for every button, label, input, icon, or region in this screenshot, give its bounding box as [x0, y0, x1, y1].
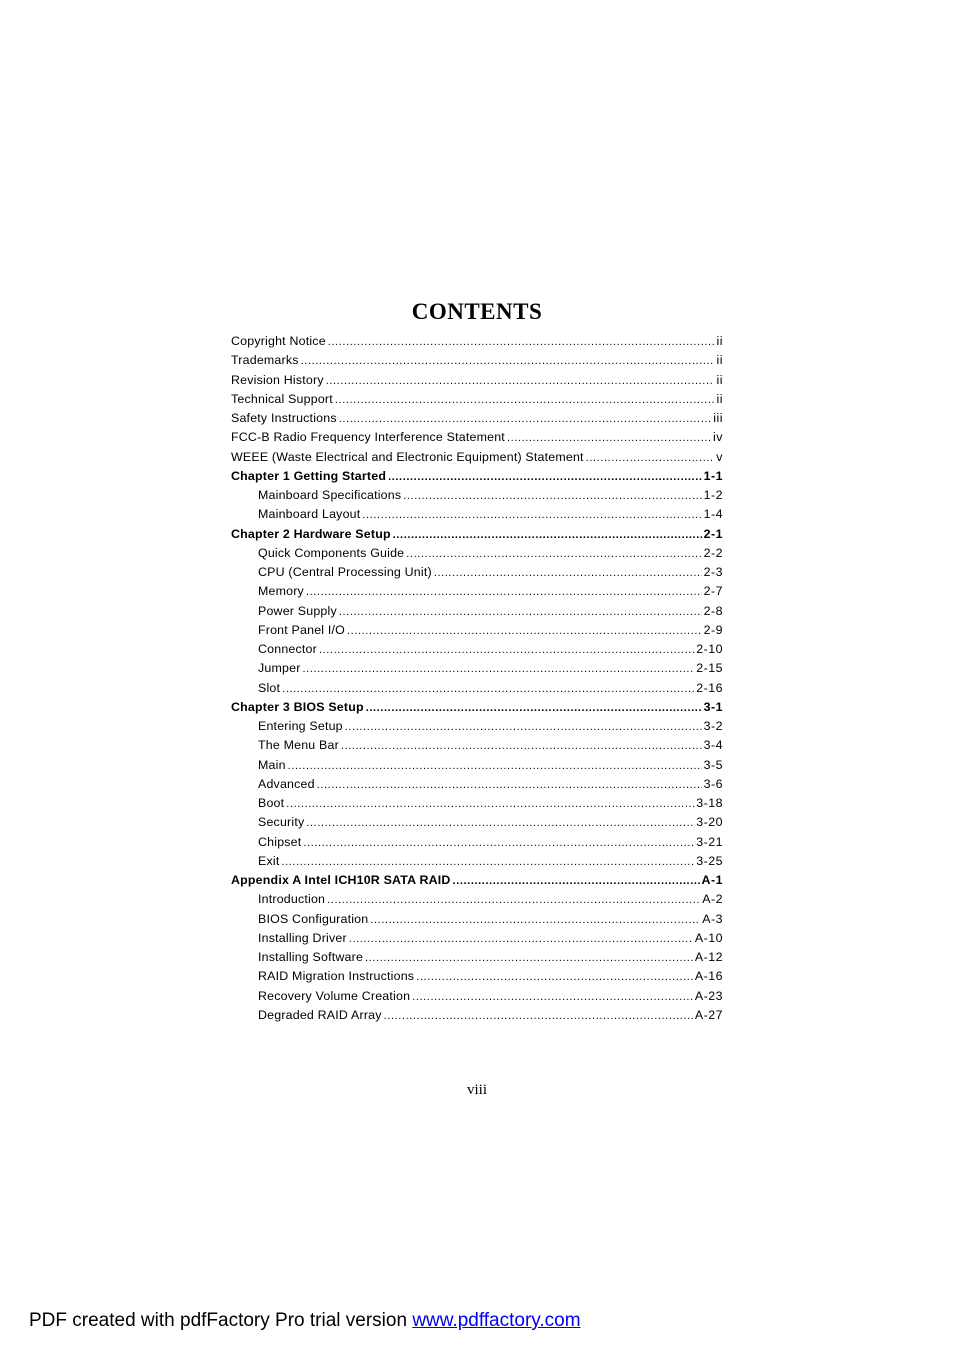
- pdf-footer: [29, 1310, 581, 1332]
- toc-entry-page: 3-1: [703, 699, 723, 714]
- toc-dot-leader: [282, 680, 694, 699]
- toc-entry-label: BIOS Configuration: [258, 911, 369, 926]
- toc-entry[interactable]: [231, 987, 723, 1006]
- toc-entry-label: Introduction: [258, 892, 326, 907]
- toc-entry[interactable]: [231, 910, 723, 929]
- toc-dot-leader: [339, 410, 712, 429]
- toc-entry[interactable]: [231, 640, 723, 659]
- toc-entry-label: FCC-B Radio Frequency Interference Statement: [231, 430, 505, 445]
- toc-dot-leader: [317, 776, 702, 795]
- toc-entry-label: Main: [258, 757, 286, 772]
- toc-entry-label: Security: [258, 815, 305, 830]
- toc-dot-leader: [416, 968, 693, 987]
- toc-entry-label: Recovery Volume Creation: [258, 988, 411, 1003]
- toc-entry-page: v: [716, 449, 723, 464]
- toc-entry-label: Chapter 3 BIOS Setup: [231, 699, 364, 714]
- toc-dot-leader: [434, 564, 702, 583]
- toc-entry[interactable]: [231, 852, 723, 871]
- toc-entry-page: 2-2: [703, 545, 723, 560]
- toc-entry-label: Chipset: [258, 834, 302, 849]
- toc-entry-page: 2-3: [703, 565, 723, 579]
- toc-entry-page: 3-20: [696, 815, 723, 830]
- toc-entry-page: 3-4: [703, 738, 723, 753]
- toc-dot-leader: [327, 891, 700, 910]
- toc-dot-leader: [347, 622, 702, 641]
- toc-dot-leader: [388, 468, 701, 487]
- toc-entry[interactable]: [231, 794, 723, 813]
- toc-entry-page: A-1: [701, 873, 723, 887]
- toc-entry[interactable]: [231, 602, 723, 621]
- toc-entry-page: iv: [713, 430, 723, 445]
- toc-entry-label: CPU (Central Processing Unit): [258, 565, 432, 579]
- toc-dot-leader: [384, 1007, 693, 1026]
- toc-entry-page: 3-18: [696, 796, 723, 810]
- toc-entry-page: 1-1: [703, 468, 723, 483]
- toc-entry-label: Advanced: [258, 776, 315, 791]
- toc-entry-label: Chapter 2 Hardware Setup: [231, 526, 391, 541]
- toc-entry[interactable]: [231, 409, 723, 428]
- toc-entry-label: Appendix A Intel ICH10R SATA RAID: [231, 873, 451, 887]
- toc-entry[interactable]: [231, 505, 723, 524]
- toc-entry[interactable]: [231, 486, 723, 505]
- toc-dot-leader: [370, 911, 700, 930]
- toc-entry[interactable]: [231, 621, 723, 640]
- toc-entry-page: 2-16: [696, 680, 723, 695]
- table-of-contents: [231, 332, 723, 1025]
- toc-entry[interactable]: [231, 563, 723, 582]
- toc-dot-leader: [507, 429, 711, 448]
- toc-entry-page: 2-8: [703, 603, 723, 618]
- toc-entry-label: Entering Setup: [258, 719, 343, 733]
- toc-entry-page: 2-7: [703, 584, 723, 599]
- toc-entry-page: A-3: [702, 911, 723, 926]
- toc-entry[interactable]: [231, 736, 723, 755]
- toc-chapter-entry[interactable]: [231, 871, 723, 890]
- toc-entry-page: A-23: [694, 988, 723, 1003]
- toc-dot-leader: [326, 372, 715, 391]
- toc-dot-leader: [345, 718, 702, 737]
- toc-entry-page: A-27: [694, 1007, 723, 1022]
- toc-dot-leader: [403, 487, 701, 506]
- toc-dot-leader: [306, 814, 694, 833]
- toc-entry[interactable]: [231, 448, 723, 467]
- toc-dot-leader: [453, 872, 700, 891]
- toc-entry-label: Safety Instructions: [231, 411, 337, 425]
- toc-entry[interactable]: [231, 351, 723, 370]
- page-title: CONTENTS: [411, 299, 543, 324]
- toc-entry-label: Chapter 1 Getting Started: [231, 468, 387, 483]
- toc-entry-label: Installing Driver: [258, 930, 347, 945]
- toc-entry-page: iii: [713, 411, 723, 425]
- toc-entry-page: 1-4: [703, 507, 723, 522]
- toc-dot-leader: [303, 660, 695, 679]
- toc-entry-label: WEEE (Waste Electrical and Electronic Equipment) Statement: [231, 449, 584, 464]
- toc-dot-leader: [301, 352, 715, 371]
- toc-entry-page: 3-25: [696, 853, 723, 868]
- toc-chapter-entry[interactable]: [231, 525, 723, 544]
- toc-chapter-entry[interactable]: [231, 698, 723, 717]
- toc-entry[interactable]: [231, 371, 723, 390]
- toc-entry-label: Installing Software: [258, 950, 364, 964]
- toc-entry-page: 3-5: [703, 757, 723, 772]
- toc-entry[interactable]: [231, 1006, 723, 1025]
- toc-entry-label: The Menu Bar: [258, 738, 339, 753]
- toc-entry-label: Slot: [258, 680, 281, 695]
- toc-entry-label: Exit: [258, 853, 280, 868]
- toc-entry[interactable]: [231, 679, 723, 698]
- toc-entry[interactable]: [231, 775, 723, 794]
- toc-entry[interactable]: [231, 390, 723, 409]
- page-number: viii: [466, 1082, 487, 1098]
- toc-entry-label: Boot: [258, 796, 285, 810]
- toc-entry-label: Trademarks: [231, 353, 299, 368]
- toc-entry-page: 3-21: [696, 834, 723, 849]
- toc-entry[interactable]: [231, 756, 723, 775]
- toc-dot-leader: [286, 795, 694, 814]
- toc-dot-leader: [366, 699, 702, 718]
- toc-entry[interactable]: [231, 948, 723, 967]
- toc-entry-page: A-16: [694, 969, 723, 984]
- toc-dot-leader: [328, 333, 715, 352]
- toc-entry-label: Revision History: [231, 372, 324, 387]
- toc-dot-leader: [586, 449, 715, 468]
- toc-entry[interactable]: [231, 813, 723, 832]
- toc-dot-leader: [288, 757, 702, 776]
- toc-entry-page: ii: [716, 353, 723, 368]
- toc-entry-page: 2-15: [696, 661, 723, 676]
- toc-entry-label: Quick Components Guide: [258, 545, 405, 560]
- toc-entry[interactable]: [231, 332, 723, 351]
- toc-entry[interactable]: [231, 659, 723, 678]
- toc-entry-page: ii: [716, 372, 723, 387]
- toc-entry-page: A-10: [694, 930, 723, 945]
- toc-entry-page: A-2: [702, 892, 723, 907]
- toc-dot-leader: [393, 526, 702, 545]
- toc-dot-leader: [281, 853, 694, 872]
- toc-entry[interactable]: [231, 544, 723, 563]
- toc-entry-page: 3-6: [703, 776, 723, 791]
- toc-entry[interactable]: [231, 890, 723, 909]
- toc-entry[interactable]: [231, 929, 723, 948]
- toc-entry-label: Copyright Notice: [231, 334, 326, 348]
- toc-dot-leader: [412, 988, 693, 1007]
- toc-entry-label: Degraded RAID Array: [258, 1007, 382, 1022]
- toc-entry-page: ii: [716, 334, 723, 348]
- toc-entry-label: Front Panel I/O: [258, 622, 346, 637]
- toc-entry[interactable]: [231, 428, 723, 447]
- toc-entry-label: Jumper: [258, 661, 301, 676]
- toc-entry-label: RAID Migration Instructions: [258, 969, 415, 984]
- toc-dot-leader: [319, 641, 694, 660]
- toc-dot-leader: [365, 949, 693, 968]
- footer-link[interactable]: www.pdffactory.com: [412, 1310, 581, 1331]
- toc-entry[interactable]: [231, 967, 723, 986]
- toc-entry-label: Technical Support: [231, 391, 333, 406]
- toc-dot-leader: [349, 930, 693, 949]
- toc-dot-leader: [303, 834, 694, 853]
- toc-dot-leader: [362, 506, 701, 525]
- toc-dot-leader: [339, 603, 702, 622]
- footer-text: PDF created with pdfFactory Pro trial version: [29, 1310, 413, 1331]
- toc-entry[interactable]: [231, 582, 723, 601]
- toc-dot-leader: [306, 583, 702, 602]
- toc-dot-leader: [406, 545, 701, 564]
- toc-entry-label: Mainboard Specifications: [258, 488, 402, 502]
- toc-dot-leader: [341, 737, 702, 756]
- toc-entry[interactable]: [231, 717, 723, 736]
- toc-entry-page: 2-9: [703, 622, 723, 637]
- toc-entry-page: ii: [716, 391, 723, 406]
- toc-entry-label: Mainboard Layout: [258, 507, 361, 522]
- toc-entry-page: 1-2: [703, 488, 723, 502]
- toc-entry-label: Connector: [258, 642, 317, 656]
- toc-entry-page: 3-2: [703, 719, 723, 733]
- toc-entry-label: Power Supply: [258, 603, 337, 618]
- toc-entry-page: 2-10: [696, 642, 723, 656]
- toc-dot-leader: [335, 391, 715, 410]
- toc-entry-page: A-12: [694, 950, 723, 964]
- toc-entry[interactable]: [231, 833, 723, 852]
- toc-entry-label: Memory: [258, 584, 304, 599]
- toc-entry-page: 2-1: [703, 526, 723, 541]
- toc-chapter-entry[interactable]: [231, 467, 723, 486]
